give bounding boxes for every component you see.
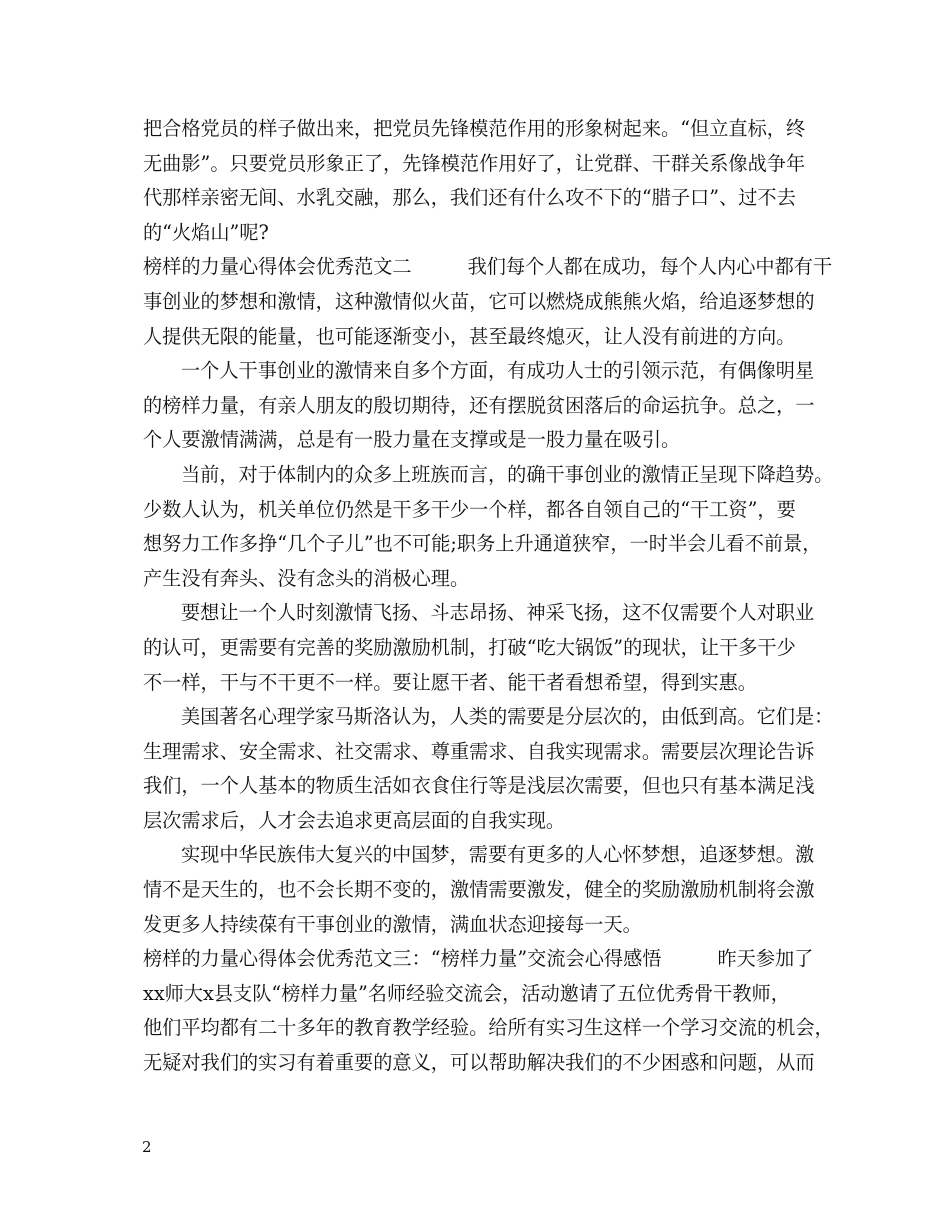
text-line [143, 804, 823, 839]
line-text: 的“火焰山”呢? [143, 220, 269, 244]
text-line [143, 562, 823, 597]
text-line [143, 320, 823, 355]
line-text: 的榜样力量，有亲人朋友的殷切期待，还有摆脱贫困落后的命运抗争。总之，一 [143, 393, 815, 417]
line-text: 我们每个人都在成功，每个人内心中都有干 [467, 255, 833, 279]
section-heading: 榜样的力量心得体会优秀范文二 [143, 255, 412, 279]
text-line [143, 838, 823, 873]
line-text: 事创业的梦想和激情，这种激情似火苗，它可以燃烧成熊熊火焰，给追逐梦想的 [143, 289, 815, 313]
line-text: 产生没有奔头、没有念头的消极心理。 [143, 566, 470, 590]
text-line [143, 389, 823, 424]
line-text: 美国著名心理学家马斯洛认为，人类的需要是分层次的，由低到高。它们是： [181, 705, 834, 729]
line-text: 的认可，更需要有完善的奖励激励机制，打破“吃大锅饭”的现状，让干多干少 [143, 635, 796, 659]
line-text: 要想让一个人时刻激情飞扬、斗志昂扬、神采飞扬，这不仅需要个人对职业 [181, 601, 815, 625]
text-line [143, 977, 823, 1012]
line-text: 层次需求后，人才会去追求更高层面的自我实现。 [143, 808, 566, 832]
text-line [143, 769, 823, 804]
section-heading-line [143, 942, 823, 977]
text-line [143, 112, 823, 147]
document-body [143, 112, 834, 1081]
line-text: xx师大x县支队“榜样力量”名师经验交流会，活动邀请了五位优秀骨干教师， [143, 981, 790, 1005]
line-text: 昨天参加了 [717, 947, 814, 971]
line-text: 把合格党员的样子做出来，把党员先锋模范作用的形象树起来。“但立直标，终 [143, 117, 806, 140]
line-text: 想努力工作多挣“几个子儿”也不可能;职务上升通道狭窄，一时半会儿看不前景， [143, 532, 822, 556]
line-text: 实现中华民族伟大复兴的中国梦，需要有更多的人心怀梦想，追逐梦想。激 [181, 843, 815, 867]
line-text: 少数人认为，机关单位仍然是干多干少一个样，都各自领自己的“干工资”，要 [143, 497, 796, 521]
text-line [143, 700, 834, 735]
page-number: 2 [142, 1138, 152, 1156]
text-line [143, 1011, 834, 1046]
line-text: 当前，对于体制内的众多上班族而言，的确干事创业的激情正呈现下降趋势。 [181, 462, 834, 486]
line-text: 人提供无限的能量，也可能逐渐变小，甚至最终熄灭，让人没有前进的方向。 [143, 324, 796, 348]
line-text: 个人要激情满满，总是有一股力量在支撑或是一股力量在吸引。 [143, 428, 681, 452]
text-line [143, 735, 823, 770]
line-text: 代那样亲密无间、水乳交融，那么，我们还有什么攻不下的“腊子口”、过不去 [143, 186, 796, 210]
line-text: 生理需求、安全需求、社交需求、尊重需求、自我实现需求。需要层次理论告诉 [143, 739, 815, 763]
text-line [143, 908, 823, 943]
line-text: 发更多人持续葆有干事创业的激情，满血状态迎接每一天。 [143, 912, 642, 936]
text-line [143, 354, 823, 389]
section-heading: 榜样的力量心得体会优秀范文三：“榜样力量”交流会心得感悟 [143, 947, 662, 971]
text-line [143, 458, 834, 493]
text-line [143, 147, 823, 182]
text-line [143, 596, 823, 631]
line-text: 无疑对我们的实习有着重要的意义，可以帮助解决我们的不少困惑和问题，从而 [143, 1051, 815, 1075]
text-line [143, 493, 823, 528]
line-text: 我们，一个人基本的物质生活如衣食住行等是浅层次需要，但也只有基本满足浅 [143, 774, 815, 798]
section-heading-line [143, 250, 833, 285]
line-text: 情不是天生的，也不会长期不变的，激情需要激发，健全的奖励激励机制将会激 [143, 878, 815, 902]
text-line [143, 423, 823, 458]
text-line [143, 666, 823, 701]
line-text: 无曲影”。只要党员形象正了，先锋模范作用好了，让党群、干群关系像战争年 [143, 151, 806, 175]
text-line [143, 181, 823, 216]
text-line [143, 631, 823, 666]
line-text: 他们平均都有二十多年的教育教学经验。给所有实习生这样一个学习交流的机会， [143, 1016, 834, 1040]
text-line [143, 1046, 823, 1081]
text-line [143, 873, 823, 908]
line-text: 一个人干事创业的激情来自多个方面，有成功人士的引领示范，有偶像明星 [181, 359, 815, 383]
text-line [143, 216, 823, 251]
text-line [143, 285, 823, 320]
line-text: 不一样，干与不干更不一样。要让愿干者、能干者看想希望，得到实惠。 [143, 670, 757, 694]
text-line [143, 527, 823, 562]
